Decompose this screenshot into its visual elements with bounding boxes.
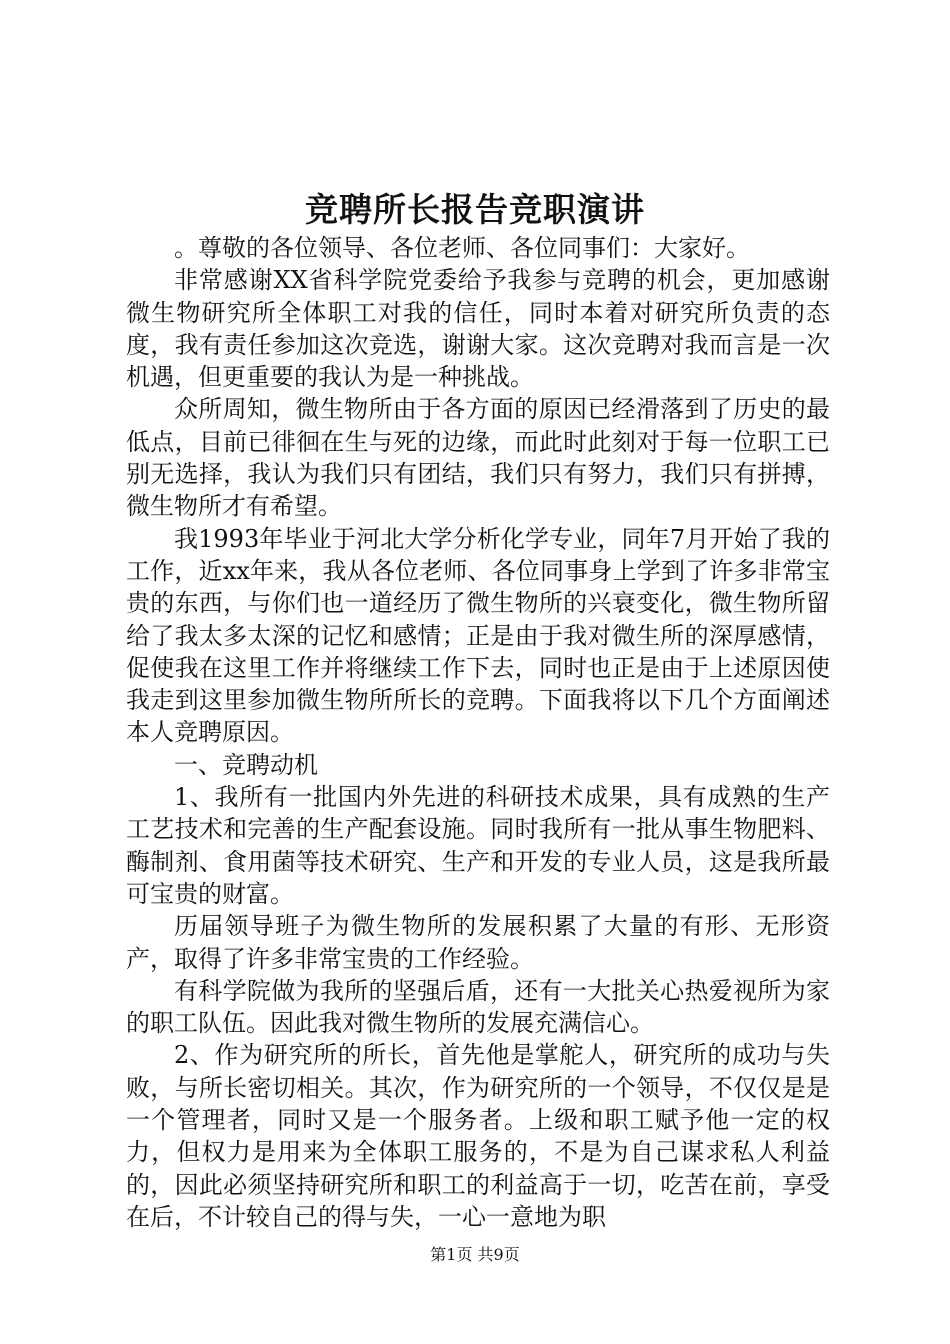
document-body [126, 232, 830, 1233]
paragraph-assets: 历届领导班子为微生物所的发展积累了大量的有形、无形资产，取得了许多非常宝贵的工作经验。 [126, 912, 830, 973]
section-heading-motivation: 一、竞聘动机 [174, 750, 318, 779]
paragraph-thanks: 非常感谢XX省科学院党委给予我参与竞聘的机会，更加感谢微生物研究所全体职工对我的信任，同时本着对研究所负责的态度，我有责任参加这次竞选，谢谢大家。这次竞聘对我而言是一次机遇，但更重要的我认为是一种挑战。 [126, 266, 830, 392]
paragraph-greeting: 。尊敬的各位领导、各位老师、各位同事们：大家好。 [174, 234, 750, 262]
paragraph-point-1: 1、我所有一批国内外先进的科研技术成果，具有成熟的生产工艺技术和完善的生产配套设施。同时我所有一批从事生物肥料、酶制剂、食用菌等技术研究、生产和开发的专业人员，这是我所最可宝贵的财富。 [126, 783, 830, 908]
paragraph-support: 有科学院做为我所的坚强后盾，还有一大批关心热爱视所为家的职工队伍。因此我对微生物所的发展充满信心。 [126, 976, 830, 1038]
paragraph-point-2: 2、作为研究所的所长，首先他是掌舵人，研究所的成功与失败，与所长密切相关。其次，作为研究所的一个领导，不仅仅是是一个管理者，同时又是一个服务者。上级和职工赋予他一定的权力，但权力是用来为全体职工服务的，不是为自己谋求私人利益的，因此必须坚持研究所和职工的利益高于一切，吃苦在前，享受在后，不计较自己的得与失，一心一意地为职 [126, 1041, 830, 1231]
page-number-footer: 第1页 共9页 [430, 1245, 520, 1264]
document-title: 竞聘所长报告竞职演讲 [305, 190, 645, 229]
paragraph-background: 我1993年毕业于河北大学分析化学专业，同年7月开始了我的工作，近xx年来，我从各位老师、各位同事身上学到了许多非常宝贵的东西，与你们也一道经历了微生物所的兴衰变化，微生物所留给了我太多太深的记忆和感情；正是由于我对微生所的深厚感情，促使我在这里工作并将继续工作下去，同时也正是由于上述原因使我走到这里参加微生物所所长的竞聘。下面我将以下几个方面阐述本人竞聘原因。 [126, 524, 830, 747]
paragraph-situation: 众所周知，微生物所由于各方面的原因已经滑落到了历史的最低点，目前已徘徊在生与死的边缘，而此时此刻对于每一位职工已别无选择，我认为我们只有团结，我们只有努力，我们只有拼搏，微生物所才有希望。 [126, 395, 830, 521]
